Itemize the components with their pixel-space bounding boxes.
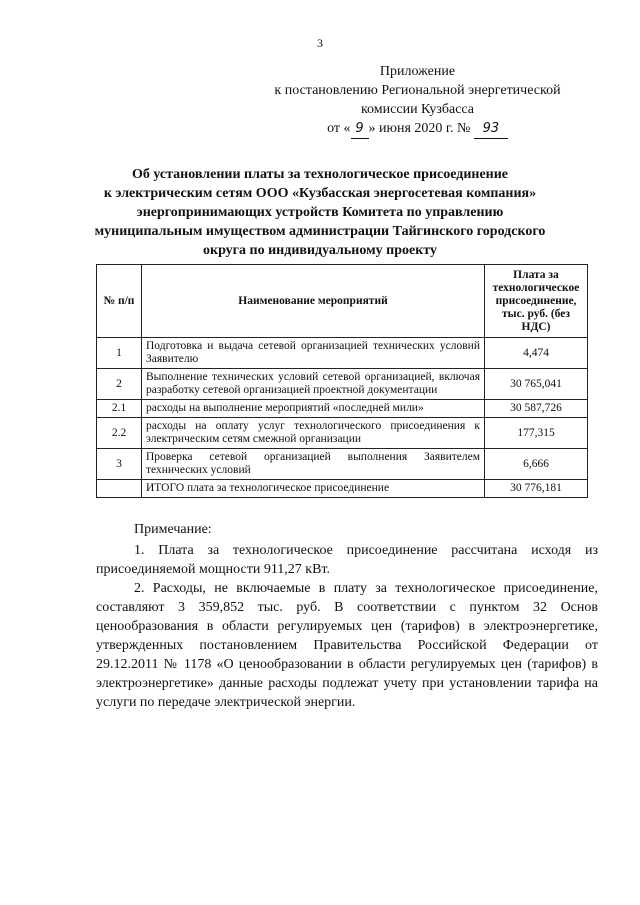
row-num	[97, 480, 142, 498]
appendix-line-2: к постановлению Региональной энергетической	[274, 83, 561, 98]
row-price: 30 776,181	[485, 480, 588, 498]
date-suffix: » июня 2020 г. №	[368, 121, 471, 136]
date-prefix: от «	[327, 121, 351, 136]
appendix-header	[245, 62, 590, 139]
appendix-line-3: комиссии Кузбасса	[360, 102, 475, 117]
table-total-row	[97, 480, 588, 498]
title-line-3: энергопринимающих устройств Комитета по управлению	[136, 205, 504, 220]
notes-section	[96, 520, 598, 712]
appendix-date-line	[245, 119, 590, 139]
page-number: 3	[317, 36, 323, 50]
row-num: 3	[97, 449, 142, 480]
note-item: 1. Плата за технологическое присоединение рассчитана исходя из присоединяемой мощности 911,27 кВт.	[96, 543, 598, 577]
document-title	[70, 165, 570, 260]
fee-table	[96, 264, 588, 498]
row-name: ИТОГО плата за технологическое присоединение	[142, 480, 485, 498]
row-price: 6,666	[485, 449, 588, 480]
table-row	[97, 418, 588, 449]
title-line-4: муниципальным имуществом администрации Тайгинского городского	[94, 224, 546, 239]
title-line-2: к электрическим сетям ООО «Кузбасская энергосетевая компания»	[103, 186, 537, 201]
note-item: 2. Расходы, не включаемые в плату за технологическое присоединение, составляют 3 359,852 тыс. руб. В соответствии с пунктом 32 Основ ценообразования в области регулируемых цен (тарифов) в электроэнергетике, утвержденных постановлением Правительства Российской Федерации от 29.12.2011 № 1178 «О ценообразовании в области регулируемых цен (тарифов) в электроэнергетике» данные расходы подлежат учету при установлении тарифа на услуги по передаче электрической энергии.	[96, 581, 598, 710]
header-name: Наименование мероприятий	[142, 265, 485, 338]
table-header-row	[97, 265, 588, 338]
notes-heading: Примечание:	[134, 522, 212, 537]
row-num: 1	[97, 338, 142, 369]
header-num: № п/п	[97, 265, 142, 338]
handwritten-day: 9	[351, 119, 369, 139]
row-num: 2.1	[97, 400, 142, 418]
row-name: расходы на оплату услуг технологического присоединения к электрическим сетям смежной организации	[142, 418, 485, 449]
row-num: 2.2	[97, 418, 142, 449]
title-line-5: округа по индивидуальному проекту	[203, 243, 437, 258]
table-row	[97, 369, 588, 400]
row-price: 4,474	[485, 338, 588, 369]
table-row	[97, 449, 588, 480]
header-price: Плата за технологическое присоединение, тыс. руб. (без НДС)	[485, 265, 588, 338]
row-name: расходы на выполнение мероприятий «последней мили»	[142, 400, 485, 418]
handwritten-number: 93	[474, 119, 508, 139]
row-price: 177,315	[485, 418, 588, 449]
row-price: 30 587,726	[485, 400, 588, 418]
appendix-line-1: Приложение	[379, 64, 456, 79]
row-name: Подготовка и выдача сетевой организацией технических условий Заявителю	[142, 338, 485, 369]
row-price: 30 765,041	[485, 369, 588, 400]
table-row	[97, 400, 588, 418]
row-name: Выполнение технических условий сетевой организацией, включая разработку сетевой организацией проектной документации	[142, 369, 485, 400]
row-name: Проверка сетевой организацией выполнения Заявителем технических условий	[142, 449, 485, 480]
table-row	[97, 338, 588, 369]
row-num: 2	[97, 369, 142, 400]
title-line-1: Об установлении платы за технологическое присоединение	[131, 167, 509, 182]
